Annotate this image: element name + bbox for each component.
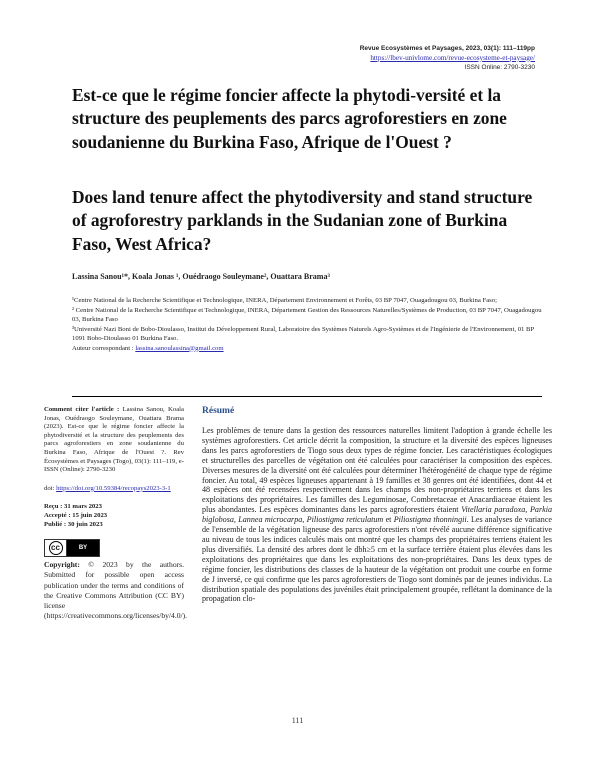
abstract-heading: Résumé <box>202 406 235 416</box>
abstract-section <box>202 406 552 604</box>
citation-text: Lassina Sanou, Koala Jonas, Ouédraogo Souleymane, Ouattara Brama (2023). Est-ce que le régime foncier affecte la phytodiversité et la structure des peuplements des parcs agroforestiers en zone soudanienne du Burkina Faso, Afrique de l'Ouest ?. Rev Écosystèmes et Paysages (Togo), 03(1): 111–119, e-ISSN (Online): 2790-3230 <box>44 406 184 474</box>
journal-issn: ISSN Online: 2790-3230 <box>464 64 535 72</box>
affiliations <box>72 296 542 353</box>
corresponding-author <box>72 344 542 354</box>
by-icon: BY <box>67 540 99 556</box>
citation-block <box>44 406 184 475</box>
copyright-text: © 2023 by the authors. Submitted for possible open access publication under the terms and conditions of the Creative Commons Attribution (CC BY) license (https://creativecommons.org/licenses/by/4.0/). <box>44 560 188 621</box>
doi-label: doi: <box>44 484 57 492</box>
species-italic: Piliostigma thonningii <box>393 515 467 525</box>
title-english: Does land tenure affect the phytodiversity and stand structure of agroforestry parklands in the Sudanian zone of Burkina Faso, West Africa? <box>72 187 533 254</box>
doi-block <box>44 485 184 494</box>
cc-logo-icon: cc <box>45 540 67 556</box>
doi-link[interactable]: https://doi.org/10.59384/recopays2023-3-1 <box>56 484 171 492</box>
affiliation-1: ¹Centre National de la Recherche Scientifique et Technologique, INERA, Département Environnement et Forêts, 03 BP 7047, Ouagadougou 03, Burkina Faso; <box>72 297 497 304</box>
copyright-label: Copyright: <box>44 560 80 570</box>
section-divider <box>72 396 542 397</box>
corresponding-email-link[interactable]: lassina.sanoulassina@gmail.com <box>135 344 224 352</box>
title-french: Est-ce que le régime foncier affecte la phytodi-versité et la structure des peuplements des parcs agroforestiers en zone soudanienne du Burkina Faso, Afrique de l'Ouest ? <box>72 85 507 152</box>
journal-url-link[interactable]: https://lbev-univlome.com/revue-ecosysteme-et-paysage/ <box>370 53 535 62</box>
cc-by-license-badge[interactable] <box>44 539 100 557</box>
article-dates <box>44 503 184 529</box>
citation-label: Comment citer l'article : <box>44 406 120 413</box>
journal-header <box>360 44 535 73</box>
journal-citation: Revue Ecosystèmes et Paysages, 2023, 03(1): 111–119pp <box>359 45 535 52</box>
page-number: 111 <box>291 716 304 725</box>
affiliation-3: ³Université Nazi Boni de Bobo-Dioulasso, Institut du Développement Rural, Laboratoire des Systèmes Naturels Agro-Systèmes et de l'Ingénierie de l'Environnement, 01 BP 1091 Bobo-Dioulasso 01 Burkina Faso. <box>72 325 534 342</box>
species-list-italic: Vitellaria paradoxa, Parkia biglobosa, Lannea microcarpa, Piliostigma reticulatum <box>202 505 552 525</box>
author-list: Lassina Sanou¹*, Koala Jonas ¹, Ouédraogo Souleymane², Ouattara Brama³ <box>72 272 330 281</box>
article-info-sidebar <box>44 406 188 621</box>
date-accepted: Accepté : 15 juin 2023 <box>44 511 108 519</box>
date-published: Publié : 30 juin 2023 <box>44 520 103 528</box>
date-received: Reçu : 31 mars 2023 <box>44 503 102 511</box>
copyright-notice <box>44 560 188 621</box>
abstract-text: Les problèmes de tenure dans la gestion des ressources naturelles limitent l'adoption à grande échelle les systèmes agroforestiers. Cet article décrit la composition, la structure et la diversité des espèces ligneuses dans les parcs agroforestiers de Tiogo sous deux types de régime foncier. Les caractéristiques écologiques et structurelles des parcelles de végétation ont été calculées pour caractériser la composition des espèces. Diverses mesures de la diversité ont été calculées pour déterminer l'hétérogénéité de chaque type de régime foncier. Au total, 49 espèces ligneuses appartenant à 19 familles et 38 genres ont été identifiées, dont 44 et 48 espèces ont été recensées respectivement dans les champs des non-propriétaires terriens et dans les exploitations des propriétaires. Les familles des Leguminosae, Combretaceae et Anacardiaceae étaient les plus abondantes. Les espèces dominantes dans les parcs agroforestiers étaient Vitellaria paradoxa, Parkia biglobosa, Lannea microcarpa, Piliostigma reticulatum et Piliostigma thonningii. Les analyses de variance de l'ensemble de la végétation ligneuse des parcs agroforestiers n'ont révélé aucune différence significative au niveau de tous les indices calculés mais ont montré que les champs des propriétaires terriens étaient les plus diversifiés. La densité des arbres dont le dbh≥5 cm et la surface terrière étaient plus élevées dans les exploitations des propriétaires que dans les exploitations des non-propriétaires. Dans les deux types de régime foncier, les distributions des classes de la hauteur de la végétation ont produit une courbe en forme de J inversé, ce qui confirme que les parcs agroforestiers de Tiogo sont dominés par de jeunes individus. La distribution spatiale des populations des juvéniles était principalement groupée, reflétant la dominance de la propagation clo- <box>202 426 553 604</box>
affiliation-2: ² Centre National de la Recherche Scientifique et Technologique, INERA, Département Gestion des Ressources Naturelles/Systèmes de Production, 03 BP 7047, Ouagadougou 03, Burkina Faso <box>72 306 542 323</box>
corresponding-label: Auteur correspondant : <box>72 344 136 352</box>
